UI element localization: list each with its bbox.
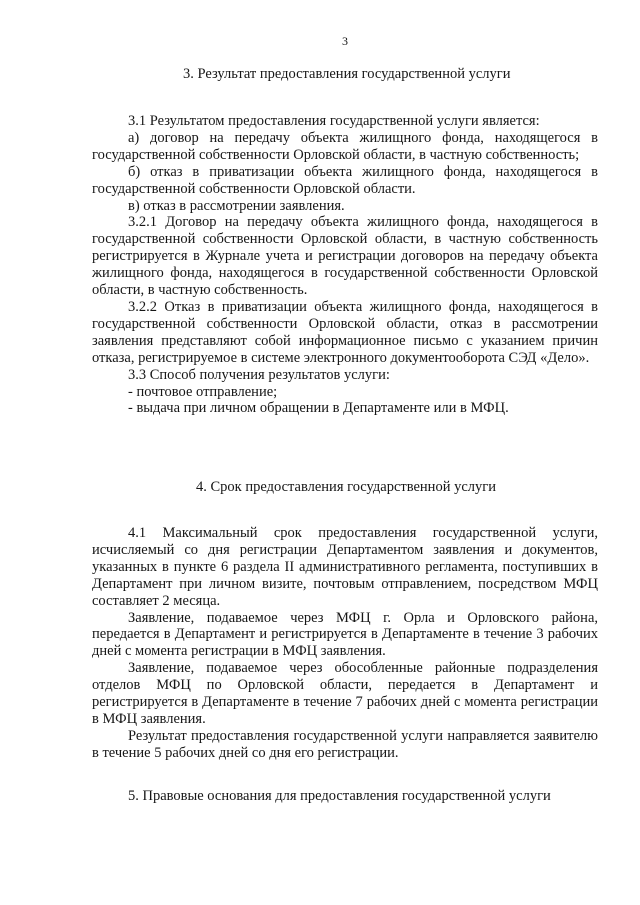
paragraph: б) отказ в приватизации объекта жилищного фонда, находящегося в государственной собственности Орловской области. bbox=[92, 163, 598, 197]
paragraph: Заявление, подаваемое через МФЦ г. Орла и Орловского района, передается в Департамент и регистрируется в Департаменте в течение 3 рабочих дней с момента регистрации в МФЦ заявления. bbox=[92, 609, 598, 660]
paragraph: 3.1 Результатом предоставления государственной услуги является: bbox=[128, 113, 540, 129]
paragraph: в) отказ в рассмотрении заявления. bbox=[128, 197, 345, 214]
section-3-heading: 3. Результат предоставления государственной услуги bbox=[183, 66, 511, 82]
section-4-body bbox=[92, 525, 598, 762]
section-4-heading: 4. Срок предоставления государственной услуги bbox=[196, 479, 496, 495]
paragraph: 3.2.1 Договор на передачу объекта жилищного фонда, находящегося в государственной собственности Орловской области, в частную собственность регистрируется в Журнале учета и регистрации договоров на передачу объекта жилищного фонда, находящегося в государственной собственности Орловской области, в частную собственность. bbox=[92, 214, 598, 299]
paragraph: 3.2.2 Отказ в приватизации объекта жилищного фонда, находящегося в государственной собственности Орловской области, отказ в рассмотрении заявления представляют собой информационное письмо с указанием причин отказа, регистрируемое в системе электронного документооборота СЭД «Дело». bbox=[92, 298, 598, 366]
section-3-body bbox=[92, 113, 598, 417]
paragraph: а) договор на передачу объекта жилищного фонда, находящегося в государственной собственности Орловской области, в частную собственность; bbox=[92, 129, 598, 163]
list-item: - почтовое отправление; bbox=[128, 383, 278, 400]
paragraph: Результат предоставления государственной услуги направляется заявителю в течение 5 рабочих дней со дня его регистрации. bbox=[92, 727, 598, 761]
section-5-heading: 5. Правовые основания для предоставления государственной услуги bbox=[128, 788, 551, 804]
paragraph: 3.3 Способ получения результатов услуги: bbox=[128, 366, 390, 383]
page-number: 3 bbox=[342, 34, 348, 48]
paragraph: Заявление, подаваемое через обособленные районные подразделения отделов МФЦ по Орловской области, передается в Департамент и регистрируется в Департаменте в течение 7 рабочих дней с момента регистрации в МФЦ заявления. bbox=[92, 660, 598, 727]
paragraph: 4.1 Максимальный срок предоставления государственной услуги, исчисляемый со дня регистрации Департаментом заявления и документов, указанных в пункте 6 раздела II административного регламента, поступивших в Департамент при личном визите, почтовым отправлением, посредством МФЦ составляет 2 месяца. bbox=[92, 525, 598, 609]
list-item: - выдача при личном обращении в Департаменте или в МФЦ. bbox=[128, 400, 509, 417]
